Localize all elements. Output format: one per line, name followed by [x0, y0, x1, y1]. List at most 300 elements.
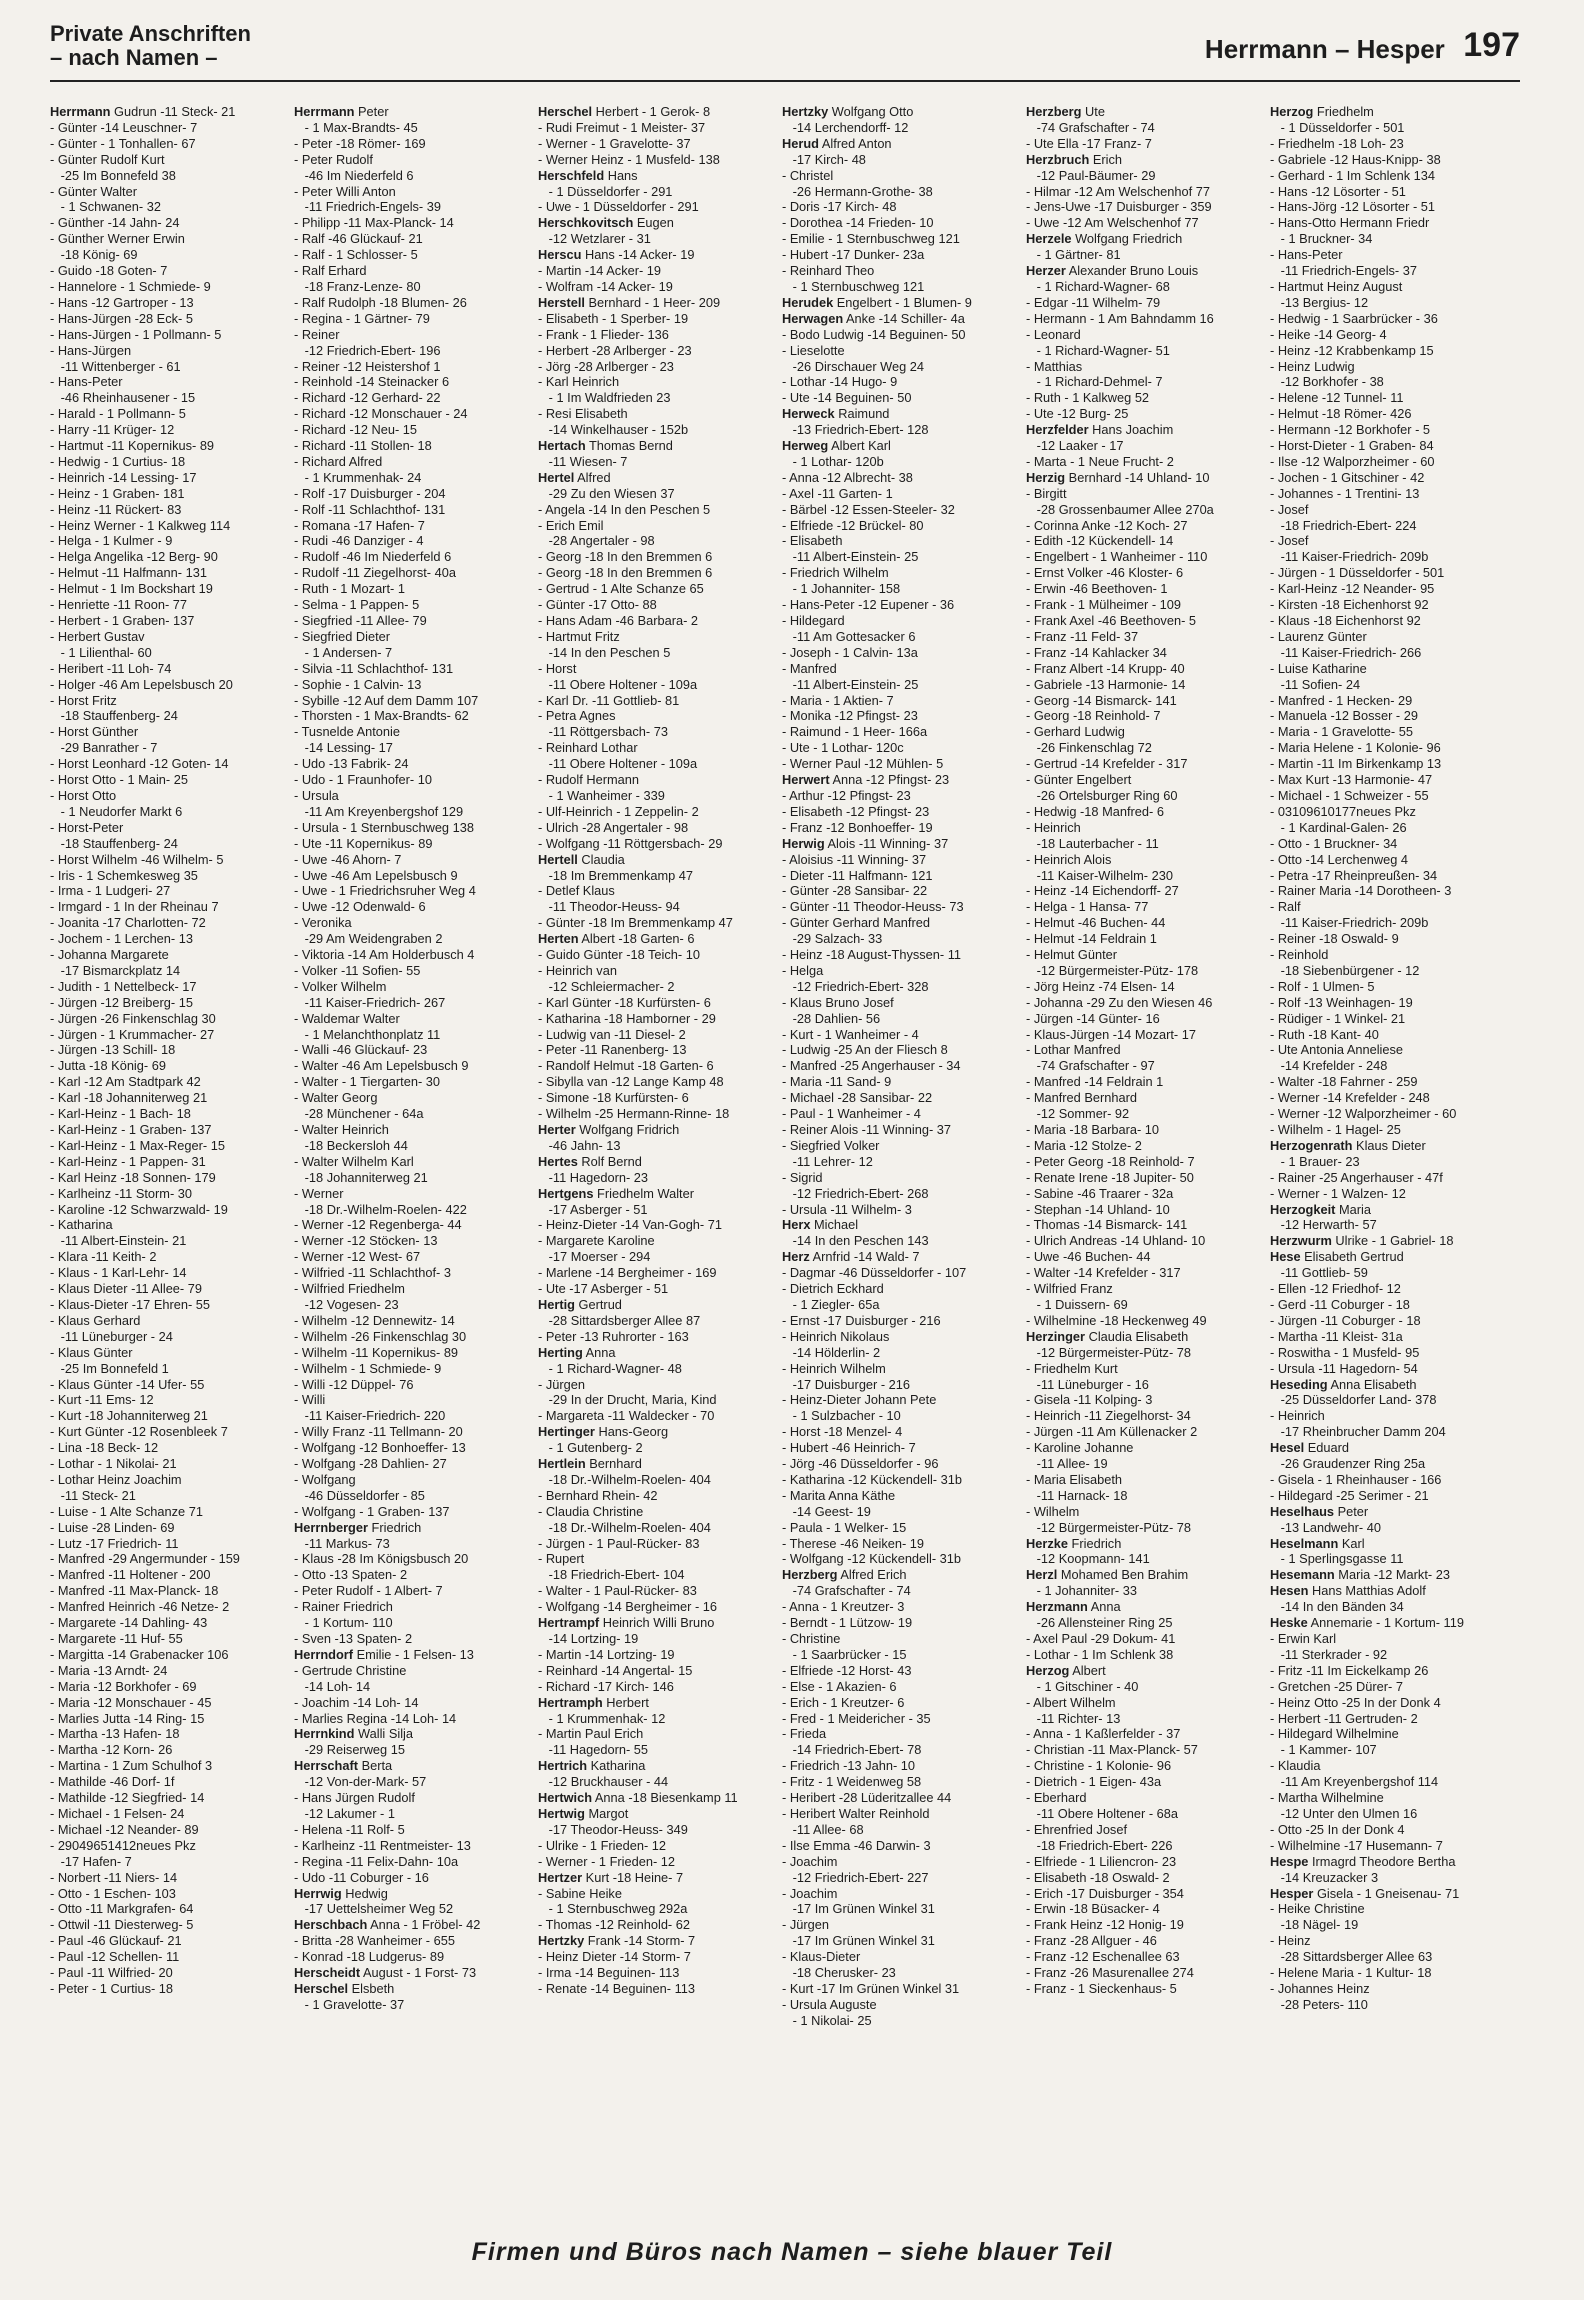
listing-line: - Luise -28 Linden- 69	[50, 1519, 175, 1535]
listing-line: Herzke Friedrich	[1026, 1535, 1122, 1551]
surname-heading: Hesemann	[1270, 1567, 1335, 1583]
listing-line: - Kurt -17 Im Grünen Winkel 31	[782, 1980, 960, 1996]
listing-line: - Christine - 1 Kolonie- 96	[1026, 1758, 1172, 1774]
listing-line: - Wolfgang -28 Dahlien- 27	[294, 1456, 447, 1472]
listing-line: - Maria - 1 Gravelotte- 55	[1270, 724, 1413, 740]
listing-line: - Hans Jürgen Rudolf	[294, 1790, 415, 1806]
listing-line: - Maria -18 Barbara- 10	[1026, 1122, 1159, 1137]
listing-line: - Helene -12 Tunnel- 11	[1270, 390, 1404, 406]
listing-line: - Detlef Klaus	[538, 883, 615, 899]
listing-line: -13 Bergius- 12	[1270, 294, 1369, 310]
listing-line: - Stephan -14 Uhland- 10	[1026, 1201, 1170, 1217]
listing-line: - 1 Lothar- 120b	[782, 453, 884, 469]
listing-line: - Simone -18 Kurfürsten- 6	[538, 1090, 689, 1106]
listing-line: - Ursula -11 Hagedorn- 54	[1270, 1360, 1418, 1376]
listing-line: Herrnkind Walli Silja	[294, 1726, 413, 1742]
listing-line: - Klaus Dieter -11 Allee- 79	[50, 1281, 202, 1297]
listing-line: - Klaus Bruno Josef	[782, 994, 894, 1010]
listing-line: - Karl Heinrich	[538, 374, 620, 390]
surname-heading: Herweck	[782, 406, 835, 422]
listing-line: - Karl-Heinz - 1 Graben- 137	[50, 1122, 212, 1137]
listing-line: - Heinz Werner - 1 Kalkweg 114	[50, 517, 231, 533]
listing-line: - Walter -14 Krefelder - 317	[1026, 1265, 1181, 1281]
listing-line: - 1 Brauer- 23	[1270, 1153, 1360, 1169]
listing-line: - Peter -18 Römer- 169	[294, 135, 426, 151]
listing-line: - Joachim -14 Loh- 14	[294, 1694, 419, 1710]
listing-line: - Jürgen - 1 Düsseldorfer - 501	[1270, 565, 1445, 581]
listing-line: - Lothar Manfred	[1026, 1042, 1121, 1058]
listing-line: - Sibylla van -12 Lange Kamp 48	[538, 1074, 724, 1090]
listing-line: - Manuela -12 Bosser - 29	[1270, 708, 1418, 724]
listing-line: - Heribert -28 Lüderitzallee 44	[782, 1790, 952, 1806]
listing-line: Herzogenrath Klaus Dieter	[1270, 1137, 1426, 1153]
listing-line: - 1 Kardinal-Galen- 26	[1270, 819, 1407, 835]
listing-line: - Maria -12 Monschauer - 45	[50, 1694, 212, 1710]
listing-line: - Klaus Gerhard	[50, 1312, 141, 1328]
surname-heading: Herzwurm	[1270, 1233, 1332, 1249]
surname-heading: Hesper	[1270, 1885, 1314, 1901]
listing-line: - Günther -14 Jahn- 24	[50, 215, 180, 231]
listing-line: Herting Anna	[538, 1344, 616, 1360]
listing-line: - Friedhelm Kurt	[1026, 1360, 1118, 1376]
listing-line: -29 Banrather - 7	[50, 740, 158, 756]
listing-line: - Horst -18 Menzel- 4	[782, 1424, 903, 1440]
page-header	[50, 20, 1520, 82]
listing-line: - Werner Paul -12 Mühlen- 5	[782, 756, 944, 772]
listing-line: -74 Grafschafter - 74	[782, 1583, 911, 1599]
listing-line: - 1 Johanniter- 33	[1026, 1583, 1137, 1599]
listing-line: -12 Bürgermeister-Pütz- 178	[1026, 962, 1199, 978]
listing-line: -18 Friedrich-Ebert- 224	[1270, 517, 1417, 533]
listing-line: - Wilhelm - 1 Hagel- 25	[1270, 1122, 1401, 1137]
surname-heading: Hese	[1270, 1249, 1301, 1265]
listing-line: - Hans-Jürgen	[50, 342, 132, 358]
listing-line: - Karl Günter -18 Kurfürsten- 6	[538, 994, 711, 1010]
listing-line: - Rupert	[538, 1551, 585, 1567]
listing-line: - Karl Heinz -18 Sonnen- 179	[50, 1169, 216, 1185]
listing-line: - Hubert -17 Dunker- 23a	[782, 247, 925, 263]
listing-line: -17 Kirch- 48	[782, 151, 866, 167]
listing-line: Herstell Bernhard - 1 Heer- 209	[538, 294, 721, 310]
listing-line: - Otto -13 Spaten- 2	[294, 1567, 408, 1583]
listing-line: - Hildegard Wilhelmine	[1270, 1726, 1399, 1742]
listing-line: - Helmut -11 Halfmann- 131	[50, 565, 207, 581]
surname-heading: Herscu	[538, 247, 582, 263]
listing-line: - Helmut -18 Römer- 426	[1270, 406, 1412, 422]
listing-line: - Jörg -46 Düsseldorfer - 96	[782, 1456, 939, 1472]
listing-line: -11 Hagedorn- 23	[538, 1169, 649, 1185]
listing-line: -11 Albert-Einstein- 25	[782, 549, 919, 565]
listing-line: Herschbach Anna - 1 Fröbel- 42	[294, 1917, 481, 1933]
listing-line: - Guido -18 Goten- 7	[50, 263, 168, 279]
listing-line: - Roswitha - 1 Musfeld- 95	[1270, 1344, 1420, 1360]
listing-line: Herschkovitsch Eugen	[538, 215, 674, 231]
listing-line: - Wilhelm -26 Finkenschlag 30	[294, 1328, 467, 1344]
listing-line: Hertrich Katharina	[538, 1758, 646, 1774]
listing-line: - Werner -12 Stöcken- 13	[294, 1233, 438, 1249]
listing-line: - Wolfgang -14 Bergheimer - 16	[538, 1599, 718, 1615]
listing-line: - Rainer Friedrich	[294, 1599, 393, 1615]
listing-line: - Ralf - 1 Schlosser- 5	[294, 247, 418, 263]
listing-line: - Peter Rudolf	[294, 151, 373, 167]
listing-line: - Wolfgang -12 Bonhoeffer- 13	[294, 1440, 466, 1456]
listing-line: - Walli -46 Glückauf- 23	[294, 1042, 428, 1058]
listing-line: - 1 Düsseldorfer - 501	[1270, 119, 1405, 135]
listing-line: - Ludwig van -11 Diesel- 2	[538, 1026, 686, 1042]
listing-line: Herschel Herbert - 1 Gerok- 8	[538, 104, 711, 119]
listing-line: -46 Rheinhausener - 15	[50, 390, 196, 406]
listing-line: -26 Finkenschlag 72	[1026, 740, 1152, 756]
listing-line: -18 König- 69	[50, 247, 138, 263]
listing-line: - Rüdiger - 1 Winkel- 21	[1270, 1010, 1406, 1026]
listing-line: - Reiner -18 Oswald- 9	[1270, 931, 1399, 947]
listing-line: -17 Rheinbrucher Damm 204	[1270, 1424, 1446, 1440]
listing-line: - Heike Christine	[1270, 1901, 1365, 1917]
listing-line: -12 Friedrich-Ebert- 227	[782, 1869, 929, 1885]
listing-line: Hertlein Bernhard	[538, 1456, 642, 1472]
listing-line: - Helmut - 1 Im Bockshart 19	[50, 581, 213, 597]
listing-line: - Hans-Otto Hermann Friedr	[1270, 215, 1430, 231]
listing-line: - Axel -11 Garten- 1	[782, 485, 893, 501]
listing-line: Herschel Elsbeth	[294, 1980, 395, 1996]
listing-line: Herzog Albert	[1026, 1662, 1106, 1678]
listing-line: - Jürgen - 1 Paul-Rücker- 83	[538, 1535, 700, 1551]
listing-line: - Karlheinz -11 Rentmeister- 13	[294, 1837, 471, 1853]
listing-line: - Manfred Bernhard	[1026, 1090, 1137, 1106]
listing-line: - Jochen - 1 Gitschiner - 42	[1270, 469, 1425, 485]
listing-line: Herzog Friedhelm	[1270, 104, 1374, 119]
listing-line: -18 Cherusker- 23	[782, 1965, 896, 1981]
surname-heading: Hertgens	[538, 1185, 594, 1201]
listing-line: - Hans-Jürgen - 1 Pollmann- 5	[50, 326, 222, 342]
listing-line: - 1 Sternbuschweg 121	[782, 278, 925, 294]
listing-line: - Ulrike - 1 Frieden- 12	[538, 1837, 667, 1853]
listing-line: - Selma - 1 Pappen- 5	[294, 597, 420, 613]
listing-line: - 1 Richard-Wagner- 48	[538, 1360, 682, 1376]
listing-line: -17 Im Grünen Winkel 31	[782, 1901, 935, 1917]
listing-line: - Karl Dr. -11 Gottlieb- 81	[538, 692, 680, 708]
listing-line: -18 Im Bremmenkamp 47	[538, 867, 694, 883]
listing-line: -14 Kreuzacker 3	[1270, 1869, 1379, 1885]
listing-line: -14 Geest- 19	[782, 1503, 871, 1519]
listing-line: - Therese -46 Neiken- 19	[782, 1535, 925, 1551]
listing-line: - Georg -18 Reinhold- 7	[1026, 708, 1161, 724]
listing-line: - Horst-Peter	[50, 819, 124, 835]
listing-line: - Peter Georg -18 Reinhold- 7	[1026, 1153, 1195, 1169]
listing-line: -11 Kaiser-Friedrich- 266	[1270, 644, 1422, 660]
listing-line: - Horst Fritz	[50, 692, 117, 708]
listing-line: - Udo -11 Coburger - 16	[294, 1869, 429, 1885]
listing-line: -28 Sittardsberger Allee 63	[1270, 1949, 1433, 1965]
listing-line: -13 Landwehr- 40	[1270, 1519, 1381, 1535]
listing-line: - Walter - 1 Tiergarten- 30	[294, 1074, 441, 1090]
listing-line: -11 Lüneburger - 16	[1026, 1376, 1149, 1392]
listing-line: - Jürgen - 1 Krummacher- 27	[50, 1026, 215, 1042]
listing-line: Herzberg Alfred Erich	[782, 1567, 907, 1583]
listing-line: - Ursula - 1 Sternbuschweg 138	[294, 819, 474, 835]
listing-line: Hesel Eduard	[1270, 1440, 1349, 1456]
listing-line: - Heinz -12 Krabbenkamp 15	[1270, 342, 1434, 358]
listing-line: - Walter - 1 Paul-Rücker- 83	[538, 1583, 697, 1599]
listing-line: Hesemann Maria -12 Markt- 23	[1270, 1567, 1450, 1583]
listing-line: - Herbert -28 Arlberger - 23	[538, 342, 692, 358]
listing-line: - Martha -13 Hafen- 18	[50, 1726, 180, 1742]
listing-line: -12 Herwarth- 57	[1270, 1217, 1377, 1233]
listing-line: -11 Richter- 13	[1026, 1710, 1121, 1726]
listing-line: -28 Grossenbaumer Allee 270a	[1026, 501, 1214, 517]
listing-line: - Klaus-Dieter	[782, 1949, 861, 1965]
surname-heading: Herschkovitsch	[538, 215, 634, 231]
listing-line: - Peter - 1 Curtius- 18	[50, 1980, 174, 1996]
listing-line: - Maria Helene - 1 Kolonie- 96	[1270, 740, 1441, 756]
listing-line: - 1 Duissern- 69	[1026, 1296, 1128, 1312]
listing-line: -11 Albert-Einstein- 21	[50, 1233, 187, 1249]
listing-line: - Walter Georg	[294, 1090, 378, 1106]
listing-line: - Ute -17 Asberger - 51	[538, 1281, 669, 1297]
listing-line: - Richard -12 Neu- 15	[294, 422, 418, 438]
listing-line: - Heinz Otto -25 In der Donk 4	[1270, 1694, 1441, 1710]
listing-line: - Klaus-Dieter -17 Ehren- 55	[50, 1296, 211, 1312]
listing-line: - Hans Adam -46 Barbara- 2	[538, 613, 699, 628]
listing-line: -14 Krefelder - 248	[1270, 1058, 1388, 1074]
listing-line: - Herbert - 1 Graben- 137	[50, 613, 195, 628]
listing-line: -11 Albert-Einstein- 25	[782, 676, 919, 692]
listing-line: - Helmut Günter	[1026, 947, 1118, 963]
listing-line: - Reiner	[294, 326, 340, 342]
listing-line: - Georg -14 Bismarck- 141	[1026, 692, 1177, 708]
listing-line: -11 Sterkrader - 92	[1270, 1646, 1388, 1662]
listing-line: -26 Dirschauer Weg 24	[782, 358, 925, 374]
listing-line: - Heinz -18 August-Thyssen- 11	[782, 947, 961, 963]
listing-line: - Irmgard - 1 In der Rheinau 7	[50, 899, 219, 915]
listing-line: -12 Bürgermeister-Pütz- 78	[1026, 1519, 1191, 1535]
listing-line: - Elisabeth	[782, 533, 843, 549]
listing-line: - Erich Emil	[538, 517, 604, 533]
directory-column	[294, 104, 532, 2200]
listing-line: - Michael -12 Neander- 89	[50, 1821, 199, 1837]
page-footer: Firmen und Büros nach Namen – siehe blauer Teil	[471, 2238, 1113, 2266]
listing-line: - Werner Heinz - 1 Musfeld- 138	[538, 151, 720, 167]
listing-line: -26 Allensteiner Ring 25	[1026, 1615, 1173, 1631]
listing-line: - Ehrenfried Josef	[1026, 1821, 1128, 1837]
listing-line: - Heinrich	[1270, 1408, 1325, 1424]
listing-line: - Günter -28 Sansibar- 22	[782, 883, 928, 899]
directory-column	[50, 104, 288, 2200]
listing-line: - Günther Werner Erwin	[50, 231, 185, 247]
listing-line: - Mathilde -46 Dorf- 1f	[50, 1774, 175, 1790]
listing-line: - Hans-Peter	[1270, 247, 1343, 263]
listing-line: Hertzky Wolfgang Otto	[782, 104, 914, 119]
listing-line: - Heike -14 Georg- 4	[1270, 326, 1387, 342]
surname-heading: Herrwig	[294, 1885, 342, 1901]
listing-line: - Hartmut -11 Kopernikus- 89	[50, 438, 215, 454]
listing-line: - Hubert -46 Heinrich- 7	[782, 1440, 916, 1456]
listing-line: - Martin -14 Acker- 19	[538, 263, 662, 279]
listing-line: - Johanna Margarete	[50, 947, 169, 963]
listing-line: -17 Theodor-Heuss- 349	[538, 1821, 688, 1837]
listing-line: - Michael - 1 Felsen- 24	[50, 1805, 185, 1821]
listing-line: - Christel	[782, 167, 834, 183]
listing-line: -18 Johanniterweg 21	[294, 1169, 428, 1185]
listing-line: - Peter Rudolf - 1 Albert- 7	[294, 1583, 443, 1599]
listing-line: -14 In den Peschen 143	[782, 1233, 929, 1249]
listing-line: - Uwe -46 Ahorn- 7	[294, 851, 402, 867]
listing-line: Herweg Albert Karl	[782, 438, 891, 454]
listing-line: - Rainer -25 Angerhauser - 47f	[1270, 1169, 1443, 1185]
listing-line: - 1 Gitschiner - 40	[1026, 1678, 1139, 1694]
listing-line: - Uwe -12 Odenwald- 6	[294, 899, 426, 915]
listing-line: - Marta - 1 Neue Frucht- 2	[1026, 453, 1174, 469]
listing-line: -14 Lerchendorff- 12	[782, 119, 909, 135]
listing-line: Hertwig Margot	[538, 1805, 629, 1821]
listing-line: Herrndorf Emilie - 1 Felsen- 13	[294, 1646, 474, 1662]
listing-line: - Ralf Erhard	[294, 263, 367, 279]
listing-line: - Ruth - 1 Kalkweg 52	[1026, 390, 1150, 406]
listing-line: - Hannelore - 1 Schmiede- 9	[50, 278, 211, 294]
listing-line: - Helmut -14 Feldrain 1	[1026, 931, 1157, 947]
listing-line: -11 Friedrich-Engels- 39	[294, 199, 441, 215]
listing-line: - Rolf -17 Duisburger - 204	[294, 485, 446, 501]
listing-line: Herter Wolfgang Fridrich	[538, 1122, 680, 1137]
listing-line: - 1 Gärtner- 81	[1026, 247, 1121, 263]
listing-line: -12 Von-der-Mark- 57	[294, 1774, 427, 1790]
surname-heading: Herrschaft	[294, 1758, 359, 1774]
listing-line: - Günter -18 Im Bremmenkamp 47	[538, 915, 733, 931]
listing-line: - Ilse Emma -46 Darwin- 3	[782, 1837, 931, 1853]
listing-line: - Anna - 1 Kreutzer- 3	[782, 1599, 905, 1615]
listing-line: -11 Allee- 68	[782, 1821, 864, 1837]
listing-line: - Marita Anna Käthe	[782, 1487, 896, 1503]
listing-line: - Else - 1 Akazien- 6	[782, 1678, 897, 1694]
listing-line: - Frank Axel -46 Beethoven- 5	[1026, 613, 1197, 628]
listing-line: - Horst Günther	[50, 724, 139, 740]
listing-line: Herzogkeit Maria	[1270, 1201, 1371, 1217]
listing-line: -11 Kaiser-Wilhelm- 230	[1026, 867, 1173, 883]
listing-line: - Viktoria -14 Am Holderbusch 4	[294, 947, 475, 963]
listing-line: - 1 Saarbrücker - 15	[782, 1646, 907, 1662]
listing-line: - Elfriede -12 Horst- 43	[782, 1662, 912, 1678]
surname-heading: Hertzky	[538, 1933, 585, 1949]
listing-line: - Rudolf -46 Im Niederfeld 6	[294, 549, 452, 565]
listing-line: -29 Zu den Wiesen 37	[538, 485, 675, 501]
listing-line: - Klara -11 Keith- 2	[50, 1249, 157, 1265]
listing-line: -17 Hafen- 7	[50, 1853, 132, 1869]
listing-line: - Rudolf -11 Ziegelhorst- 40a	[294, 565, 456, 581]
listing-line: - Waldemar Walter	[294, 1010, 400, 1026]
listing-line: - Wolfgang -12 Kückendell- 31b	[782, 1551, 962, 1567]
listing-line: - Rudi Freimut - 1 Meister- 37	[538, 119, 706, 135]
listing-line: Herzmann Anna	[1026, 1599, 1121, 1615]
surname-heading: Herzberg	[782, 1567, 838, 1583]
listing-line: - Paul -12 Schellen- 11	[50, 1949, 180, 1965]
listing-line: Herzbruch Erich	[1026, 151, 1123, 167]
listing-line: - Margarete -11 Huf- 55	[50, 1631, 183, 1646]
listing-line: -14 In den Bänden 34	[1270, 1599, 1404, 1615]
listing-line: Hertinger Hans-Georg	[538, 1424, 669, 1440]
listing-line: - Hermann - 1 Am Bahndamm 16	[1026, 310, 1214, 326]
listing-line: Herscheidt August - 1 Forst- 73	[294, 1965, 477, 1981]
listing-line: - Philipp -11 Max-Planck- 14	[294, 215, 454, 231]
listing-line: - Helena -11 Rolf- 5	[294, 1821, 405, 1837]
listing-line: - Veronika	[294, 915, 352, 931]
listing-line: - Petra -17 Rheinpreußen- 34	[1270, 867, 1438, 883]
listing-line: - Werner - 1 Frieden- 12	[538, 1853, 676, 1869]
listing-line: Herrmann Peter	[294, 104, 389, 119]
listing-line: - Ute -12 Burg- 25	[1026, 406, 1129, 422]
listing-line: - Lutz -17 Friedrich- 11	[50, 1535, 179, 1551]
listing-line: - Elfriede -12 Brückel- 80	[782, 517, 924, 533]
listing-line: - Walter Wilhelm Karl	[294, 1153, 414, 1169]
listing-line: - Werner -12 Walporzheimer - 60	[1270, 1106, 1457, 1122]
listing-line: - Walter -18 Fahrner - 259	[1270, 1074, 1418, 1090]
listing-line: - Heinz Ludwig	[1270, 358, 1355, 374]
listing-line: - Marlies Jutta -14 Ring- 15	[50, 1710, 205, 1726]
listing-line: - Helga - 1 Kulmer - 9	[50, 533, 173, 549]
surname-heading: Herzig	[1026, 469, 1066, 485]
listing-line: - Jürgen -11 Coburger - 18	[1270, 1312, 1421, 1328]
listing-line: - Hedwig - 1 Curtius- 18	[50, 453, 186, 469]
listing-line: Hesen Hans Matthias Adolf	[1270, 1583, 1426, 1599]
listing-line: - Hedwig -18 Manfred- 6	[1026, 803, 1164, 819]
listing-line: - Wolfram -14 Acker- 19	[538, 278, 673, 294]
listing-line: - Sigrid	[782, 1169, 823, 1185]
listing-line: - Manfred -25 Angerhauser - 34	[782, 1058, 961, 1074]
listing-line: - 1 Max-Brandts- 45	[294, 119, 418, 135]
listing-line: Herzl Mohamed Ben Brahim	[1026, 1567, 1189, 1583]
listing-line: - Corinna Anke -12 Koch- 27	[1026, 517, 1188, 533]
listing-line: - Martin Paul Erich	[538, 1726, 644, 1742]
listing-line: - 1 Ziegler- 65a	[782, 1296, 880, 1312]
surname-heading: Herrnkind	[294, 1726, 355, 1742]
listing-line: - 1 Krummenhak- 24	[294, 469, 422, 485]
listing-line: - Josef	[1270, 533, 1309, 549]
surname-heading: Herzogenrath	[1270, 1137, 1353, 1153]
surname-heading: Herzbruch	[1026, 151, 1090, 167]
surname-heading: Herwig	[782, 835, 825, 851]
listing-line: - Herbert -11 Gertruden- 2	[1270, 1710, 1418, 1726]
listing-line: - Joachim	[782, 1853, 838, 1869]
surname-heading: Hertzer	[538, 1869, 583, 1885]
listing-line: - Peter Willi Anton	[294, 183, 396, 199]
section-title	[50, 22, 251, 70]
listing-line: - Otto -14 Lerchenweg 4	[1270, 851, 1408, 867]
listing-line: -11 Hagedorn- 55	[538, 1742, 649, 1758]
listing-line: - Karl -12 Am Stadtpark 42	[50, 1074, 201, 1090]
listing-line: - Kurt -11 Ems- 12	[50, 1392, 154, 1408]
listing-line: - Frank - 1 Mülheimer - 109	[1026, 597, 1182, 613]
listing-line: - Ludwig -25 An der Fliesch 8	[782, 1042, 948, 1058]
listing-line: -29 In der Drucht, Maria, Kind	[538, 1392, 717, 1408]
listing-line: - Dagmar -46 Düsseldorfer - 107	[782, 1265, 967, 1281]
listing-line: - 1 Richard-Dehmel- 7	[1026, 374, 1163, 390]
listing-line: - Franz -28 Allguer - 46	[1026, 1933, 1157, 1949]
listing-line: - Iris - 1 Schemkesweg 35	[50, 867, 198, 883]
listing-line: - Edith -12 Kückendell- 14	[1026, 533, 1174, 549]
listing-line: - Uwe -12 Am Welschenhof 77	[1026, 215, 1199, 231]
listing-line: - Klaus-Jürgen -14 Mozart- 17	[1026, 1026, 1196, 1042]
listing-line: - Otto -25 In der Donk 4	[1270, 1821, 1405, 1837]
listing-line: -12 Sommer- 92	[1026, 1106, 1130, 1122]
listing-line: - Renate -14 Beguinen- 113	[538, 1980, 695, 1996]
listing-line: - Heribert Walter Reinhold	[782, 1805, 930, 1821]
listing-line: - Raimund - 1 Heer- 166a	[782, 724, 928, 740]
listing-line: - Wilfried Friedhelm	[294, 1281, 405, 1297]
listing-line: - Anna - 1 Kaßlerfelder - 37	[1026, 1726, 1181, 1742]
listing-line: - Karlheinz -11 Storm- 30	[50, 1185, 193, 1201]
listing-line: - Jürgen -13 Schill- 18	[50, 1042, 176, 1058]
listing-line: -18 Stauffenberg- 24	[50, 835, 178, 851]
listing-line: - Dietrich - 1 Eigen- 43a	[1026, 1774, 1162, 1790]
